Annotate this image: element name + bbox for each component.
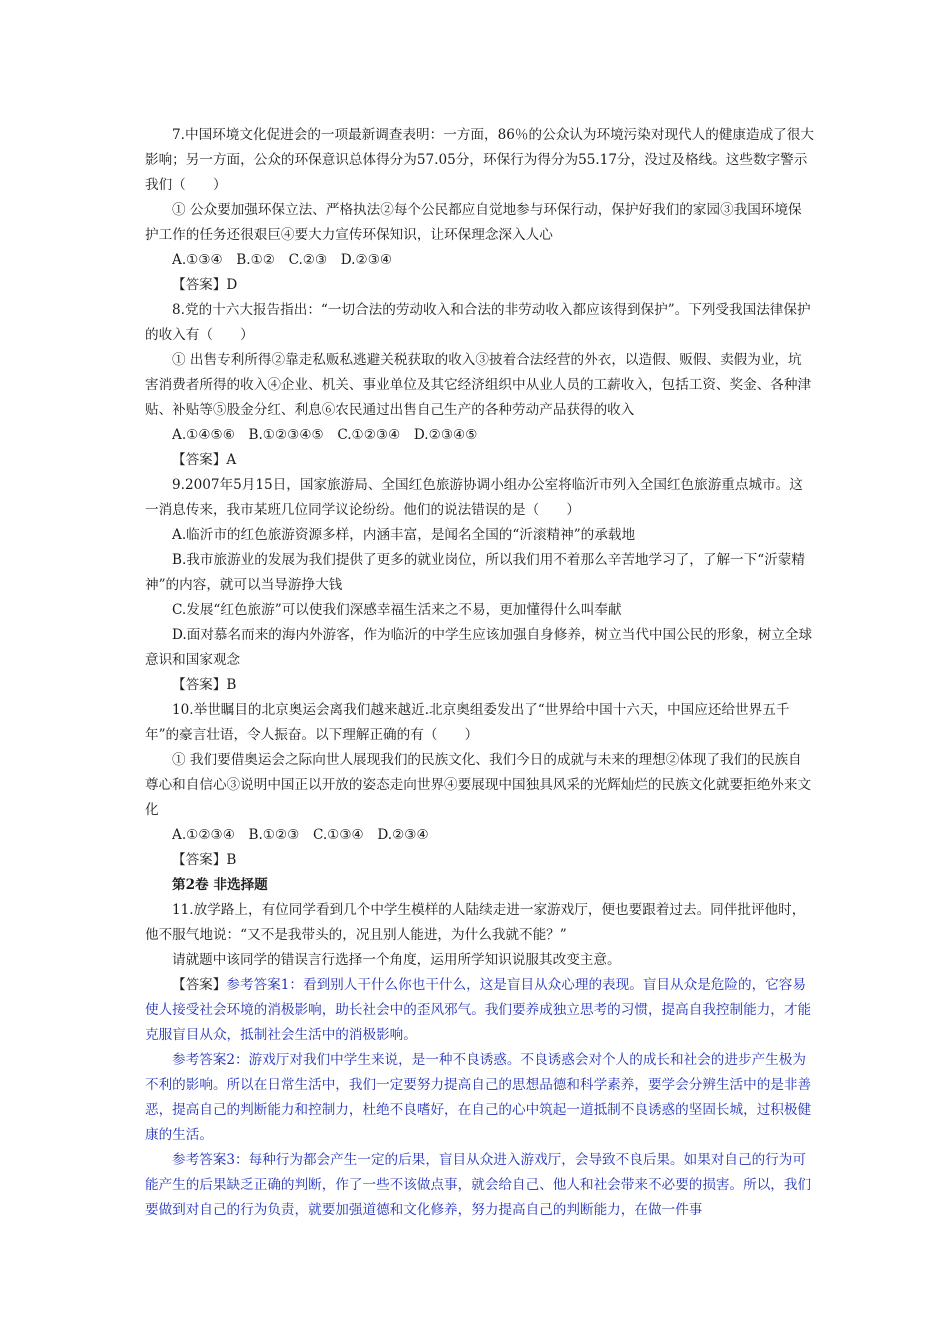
q11-prompt: 请就题中该同学的错误言行选择一个角度，运用所学知识说服其改变主意。 xyxy=(172,952,621,968)
q7-options: A.①③④ B.①② C.②③ D.②③④ xyxy=(172,252,393,268)
q11-answer-block xyxy=(145,973,815,1048)
q7-items: ① 公众要加强环保立法、严格执法②每个公民都应自觉地参与环保行动，保护好我们的家园③我国环境保护工作的任务还很艰巨④要大力宣传环保知识，让环保理念深入人心 xyxy=(145,202,802,243)
q10-items: ① 我们要借奥运会之际向世人展现我们的民族文化、我们今日的成就与未来的理想②体现了我们的民族自尊心和自信心③说明中国正以开放的姿态走向世界④要展现中国独具风采的光辉灿烂的民族文化就要拒绝外来文化 xyxy=(145,752,812,818)
q10-options: A.①②③④ B.①②③ C.①③④ D.②③④ xyxy=(172,827,429,843)
q11-answer-label: 【答案】 xyxy=(172,977,227,993)
q10-answer: 【答案】B xyxy=(172,852,237,868)
section-title: 第2卷 非选择题 xyxy=(172,877,268,893)
q7-answer: 【答案】D xyxy=(172,277,238,293)
q11-stem: 11.放学路上，有位同学看到几个中学生模样的人陆续走进一家游戏厅，便也要跟着过去。同伴批评他时，他不服气地说：“又不是我带头的，况且别人能进，为什么我就不能？” xyxy=(145,902,806,943)
q9-option-c: C.发展“红色旅游”可以使我们深感幸福生活来之不易，更加懂得什么叫奉献 xyxy=(172,602,622,618)
q8-items: ① 出售专利所得②靠走私贩私逃避关税获取的收入③披着合法经营的外衣，以造假、贩假、卖假为业，坑害消费者所得的收入④企业、机关、事业单位及其它经济组织中从业人员的工薪收入，包括工资、奖金、各种津贴、补贴等⑤股金分红、利息⑥农民通过出售自己生产的各种劳动产品获得的收入 xyxy=(145,352,812,418)
q11-reference-2: 参考答案2：游戏厅对我们中学生来说，是一种不良诱惑。不良诱惑会对个人的成长和社会的进步产生极为不利的影响。所以在日常生活中，我们一定要努力提高自己的思想品德和科学素养，要学会分辨生活中的是非善恶，提高自己的判断能力和控制力，杜绝不良嗜好，在自己的心中筑起一道抵制不良诱惑的坚固长城，过积极健康的生活。 xyxy=(145,1052,812,1143)
q8-answer: 【答案】A xyxy=(172,452,237,468)
q11-reference-1: 参考答案1：看到别人干什么你也干什么，这是盲目从众心理的表现。盲目从众是危险的，它容易使人接受社会环境的消极影响，助长社会中的歪风邪气。我们要养成独立思考的习惯，提高自我控制能力，才能克服盲目从众，抵制社会生活中的消极影响。 xyxy=(145,977,812,1043)
q8-options: A.①④⑤⑥ B.①②③④⑤ C.①②③④ D.②③④⑤ xyxy=(172,427,478,443)
q7-stem: 7.中国环境文化促进会的一项最新调查表明：一方面，86％的公众认为环境污染对现代人的健康造成了很大影响；另一方面，公众的环保意识总体得分为57.05分，环保行为得分为55.17分，没过及格线。这些数字警示我们（ ） xyxy=(145,127,814,193)
q9-option-b: B.我市旅游业的发展为我们提供了更多的就业岗位，所以我们用不着那么辛苦地学习了，了解一下“沂蒙精神”的内容，就可以当导游挣大钱 xyxy=(145,552,805,593)
q11-reference-3: 参考答案3：每种行为都会产生一定的后果，盲目从众进入游戏厅，会导致不良后果。如果对自己的行为可能产生的后果缺乏正确的判断，作了一些不该做点事，就会给自己、他人和社会带来不必要的损害。所以，我们要做到对自己的行为负责，就要加强道德和文化修养，努力提高自己的判断能力，在做一件事 xyxy=(145,1152,812,1218)
q9-stem: 9.2007年5月15日，国家旅游局、全国红色旅游协调小组办公室将临沂市列入全国红色旅游重点城市。这一消息传来，我市某班几位同学议论纷纷。他们的说法错误的是（ ） xyxy=(145,477,803,518)
q8-stem: 8.党的十六大报告指出：“一切合法的劳动收入和合法的非劳动收入都应该得到保护”。下列受我国法律保护的收入有（ ） xyxy=(145,302,811,343)
q10-stem: 10.举世瞩目的北京奥运会离我们越来越近.北京奥组委发出了“世界给中国十六天，中国应还给世界五千年”的豪言壮语，令人振奋。以下理解正确的有（ ） xyxy=(145,702,790,743)
q9-option-d: D.面对慕名而来的海内外游客，作为临沂的中学生应该加强自身修养，树立当代中国公民的形象，树立全球意识和国家观念 xyxy=(145,627,813,668)
q9-option-a: A.临沂市的红色旅游资源多样，内涵丰富，是闻名全国的“沂滚精神”的承载地 xyxy=(172,527,636,543)
q9-answer: 【答案】B xyxy=(172,677,237,693)
document-body xyxy=(145,123,815,1223)
